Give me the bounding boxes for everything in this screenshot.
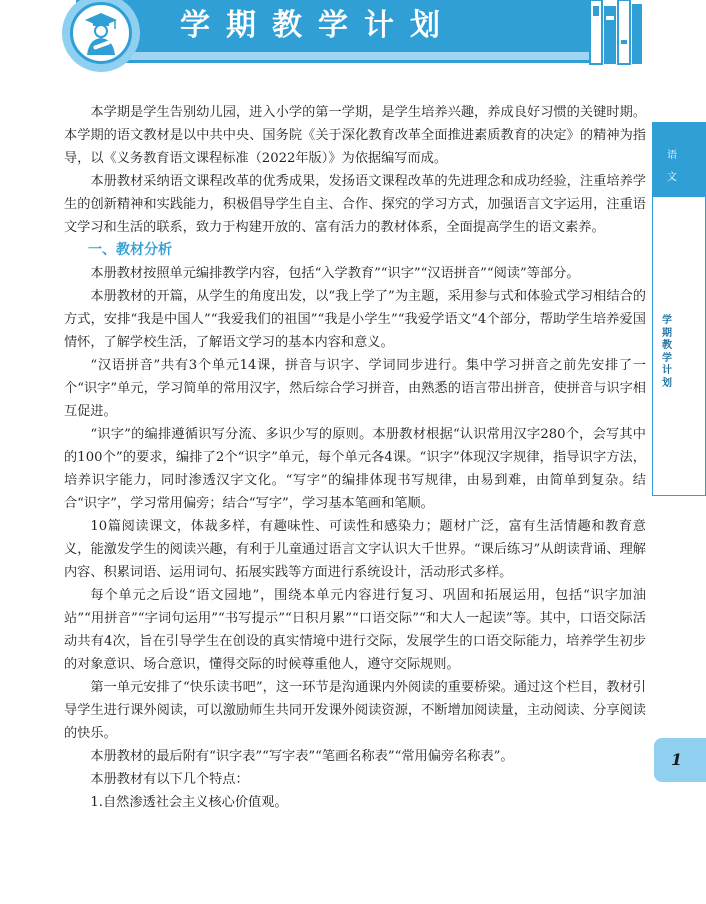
body-paragraph: 本册教材的最后附有“识字表”“写字表”“笔画名称表”“常用偏旁名称表”。 [90, 749, 514, 764]
document-body [64, 101, 646, 814]
books-icon [586, 0, 646, 66]
page-number: 1 [654, 738, 706, 782]
body-paragraph: 本册教材采纳语文课程改革的优秀成果，发扬语文课程改革的先进理念和成功经验，注重培养学生的创新精神和实践能力，积极倡导学生自主、合作、探究的学习方式，加强语言文字运用，注重语文学习和生活的联系，致力于构建开放的、富有活力的教材体系，全面提高学生的语文素养。 [64, 174, 646, 235]
section-tab [652, 196, 706, 496]
body-paragraph: 1.自然渗透社会主义核心价值观。 [90, 795, 288, 810]
section-heading: 一、教材分析 [88, 242, 172, 258]
body-paragraph: 本册教材有以下几个特点： [90, 772, 249, 787]
graduate-with-diploma-icon [70, 2, 132, 64]
page-title: 学期教学计划 [180, 8, 456, 43]
body-paragraph: 10篇阅读课文，体裁多样，有趣味性、可读性和感染力；题材广泛，富有生活情趣和教育意义，能激发学生的阅读兴趣，有利于儿童通过语言文字认识大千世界。“课后练习”从朗读背诵、理解内容、积累词语、运用词句、拓展实践等方面进行系统设计，活动形式多样。 [64, 519, 646, 580]
body-paragraph: 本学期是学生告别幼儿园，进入小学的第一学期，是学生培养兴趣，养成良好习惯的关键时期。本学期的语文教材是以中共中央、国务院《关于深化教育改革全面推进素质教育的决定》的精神为指导，以《义务教育语文课程标准（2022年版）》为依据编写而成。 [64, 105, 646, 166]
body-paragraph: 第一单元安排了“快乐读书吧”，这一环节是沟通课内外阅读的重要桥梁。通过这个栏目，教材引导学生进行课外阅读，可以激励师生共同开发课外阅读资源，不断增加阅读量，主动阅读、分享阅读的快乐。 [64, 680, 646, 741]
body-paragraph: 每个单元之后设“语文园地”，围绕本单元内容进行复习、巩固和拓展运用，包括“识字加油站”“用拼音”“字词句运用”“书写提示”“日积月累”“口语交际”“和大人一起读”等。其中，口语交际活动共有4次，旨在引导学生在创设的真实情境中进行交际，发展学生的口语交际能力，培养学生初步的对象意识、场合意识，懂得交际的时候尊重他人，遵守交际规则。 [64, 588, 646, 672]
body-paragraph: “识字”的编排遵循识写分流、多识少写的原则。本册教材根据“认识常用汉字280个，会写其中的100个”的要求，编排了2个“识字”单元，每个单元各4课。“识字”体现汉字规律，指导识字方法，培养识字能力，同时渗透汉字文化。“写字”的编排体现书写规律，由易到难，由简单到复杂。结合“识字”，学习常用偏旁；结合“写字”，学习基本笔画和笔顺。 [64, 427, 646, 511]
graduate-glyph [73, 5, 129, 61]
body-paragraph: 本册教材的开篇，从学生的角度出发，以“我上学了”为主题，采用参与式和体验式学习相结合的方式，安排“我是中国人”“我爱我们的祖国”“我是小学生”“我爱学语文”4个部分，帮助学生培养爱国情怀，了解学校生活，了解语文学习的基本内容和意义。 [64, 289, 646, 350]
subject-tab-char: 文 [667, 172, 677, 183]
subject-tab [652, 122, 706, 196]
body-paragraph: “汉语拼音”共有3个单元14课，拼音与识字、学词同步进行。集中学习拼音之前先安排了一个“识字”单元，学习简单的常用汉字，然后综合学习拼音，由熟悉的语言带出拼音，使拼音与识字相互促进。 [64, 358, 646, 419]
body-paragraph: 本册教材按照单元编排教学内容，包括“入学教育”“识字”“汉语拼音”“阅读”等部分。 [90, 266, 580, 281]
header-rule [76, 60, 592, 63]
subject-tab-char: 语 [667, 150, 677, 161]
section-tab-label: 学期教学计划 [662, 315, 672, 389]
